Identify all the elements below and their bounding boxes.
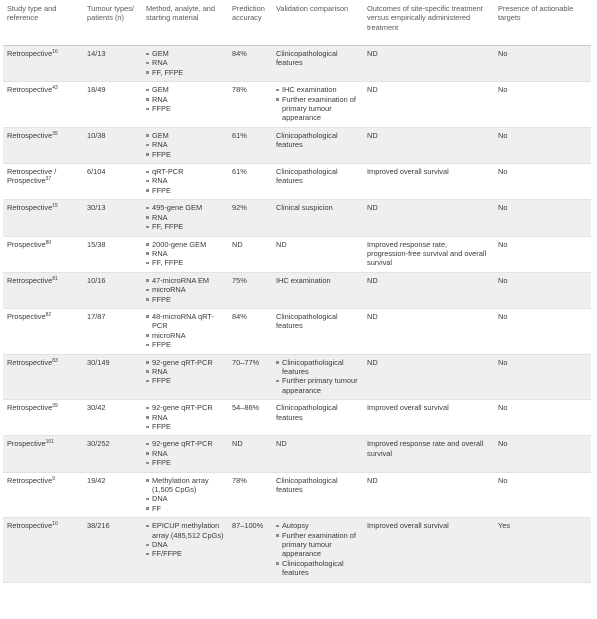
list-item: RNA (146, 413, 224, 422)
validation-text: IHC examination (276, 275, 331, 285)
actionable-targets: No (498, 203, 508, 213)
reference-number: 15 (52, 203, 58, 210)
validation-list (276, 85, 359, 123)
outcomes-cell (363, 518, 494, 582)
accuracy-cell (228, 472, 272, 518)
prediction-accuracy: 87–100% (232, 521, 264, 531)
table-row (3, 46, 591, 82)
actionable-targets: No (498, 130, 508, 140)
tumours-patients: 19/42 (87, 475, 106, 485)
study-type: Prospective (7, 239, 46, 249)
list-item: RNA (146, 58, 224, 67)
outcomes: Improved response rate, progression-free survival and overall survival (367, 239, 487, 268)
actionable-targets: No (498, 239, 508, 249)
method-cell (142, 436, 228, 472)
method-list (146, 167, 224, 195)
reference-number: 35 (52, 130, 58, 137)
method-cell (142, 400, 228, 436)
validation-cell (272, 164, 363, 200)
outcomes-cell (363, 164, 494, 200)
study-type-cell (3, 82, 83, 128)
validation-cell (272, 472, 363, 518)
outcomes: Improved overall survival (367, 403, 449, 413)
header-targets: Presence of actionable targets (494, 2, 591, 46)
list-item: Methylation array (1,505 CpGs) (146, 476, 224, 495)
list-item: 495-gene GEM (146, 203, 224, 212)
outcomes-cell (363, 436, 494, 472)
outcomes: ND (367, 203, 378, 213)
table-row (3, 400, 591, 436)
table-row (3, 200, 591, 236)
list-item: FF, FFPE (146, 222, 224, 231)
list-item: GEM (146, 49, 224, 58)
accuracy-cell (228, 354, 272, 400)
list-item: EPICUP methylation array (485,512 CpGs) (146, 521, 224, 540)
study-type: Retrospective (7, 403, 53, 413)
list-item: RNA (146, 449, 224, 458)
reference-number: 10 (52, 521, 58, 528)
list-item: FFPE (146, 186, 224, 195)
actionable-targets: No (498, 275, 508, 285)
validation-cell (272, 400, 363, 436)
table-row (3, 518, 591, 582)
validation-cell (272, 354, 363, 400)
tumours-patients: 38/216 (87, 521, 110, 531)
table-row (3, 472, 591, 518)
list-item: 92-gene qRT-PCR (146, 403, 224, 412)
list-item: FF (146, 504, 224, 513)
list-item: 48-microRNA qRT-PCR (146, 312, 224, 331)
table-row (3, 436, 591, 472)
validation-text: Clinical suspicion (276, 203, 333, 213)
study-type-cell (3, 164, 83, 200)
reference-number: 9 (52, 475, 55, 482)
method-list (146, 276, 224, 304)
method-cell (142, 272, 228, 308)
tumours-patients-cell (83, 164, 142, 200)
list-item: RNA (146, 249, 224, 258)
actionable-targets: No (498, 167, 508, 177)
table-row (3, 236, 591, 272)
tumours-patients: 10/38 (87, 130, 106, 140)
targets-cell (494, 164, 591, 200)
outcomes-cell (363, 400, 494, 436)
reference-number: 83 (52, 357, 58, 364)
study-type: Prospective (7, 439, 46, 449)
tumours-patients-cell (83, 236, 142, 272)
method-cell (142, 127, 228, 163)
validation-text: Clinicopathological features (276, 403, 338, 422)
method-cell (142, 472, 228, 518)
list-item: FFPE (146, 458, 224, 467)
outcomes: ND (367, 311, 378, 321)
targets-cell (494, 46, 591, 82)
reference-number: 101 (45, 439, 54, 446)
study-type: Retrospective (7, 357, 53, 367)
prediction-accuracy: 78% (232, 85, 247, 95)
header-row (3, 2, 591, 46)
header-outcomes: Outcomes of site-specific treatment versus empirically administered treatment (363, 2, 494, 46)
tumours-patients: 14/13 (87, 49, 106, 58)
list-item: FF/FFPE (146, 549, 224, 558)
tumours-patients-cell (83, 518, 142, 582)
outcomes-cell (363, 308, 494, 354)
header-accuracy: Prediction accuracy (228, 2, 272, 46)
method-cell (142, 164, 228, 200)
validation-text: Clinicopathological features (276, 311, 338, 331)
method-cell (142, 46, 228, 82)
study-type: Retrospective (7, 521, 53, 531)
reference-number: 39 (52, 403, 58, 410)
study-type: Retrospective (7, 85, 53, 95)
list-item: Further examination of primary tumour appearance (276, 531, 359, 559)
method-cell (142, 354, 228, 400)
prediction-accuracy: 84% (232, 49, 247, 58)
method-list (146, 312, 224, 350)
tumours-patients: 15/38 (87, 239, 106, 249)
list-item: 2000-gene GEM (146, 240, 224, 249)
list-item: IHC examination (276, 85, 359, 94)
study-type-cell (3, 272, 83, 308)
study-type: Retrospective / Prospective (7, 167, 57, 186)
prediction-accuracy: ND (232, 439, 243, 449)
targets-cell (494, 518, 591, 582)
list-item: Further examination of primary tumour appearance (276, 95, 359, 123)
outcomes: ND (367, 275, 378, 285)
outcomes: ND (367, 130, 378, 140)
list-item: RNA (146, 213, 224, 222)
reference-number: 81 (52, 275, 58, 282)
table-row (3, 82, 591, 128)
study-type-cell (3, 518, 83, 582)
validation-cell (272, 518, 363, 582)
list-item: RNA (146, 95, 224, 104)
accuracy-cell (228, 127, 272, 163)
actionable-targets: No (498, 49, 508, 58)
actionable-targets: No (498, 475, 508, 485)
study-type: Retrospective (7, 203, 53, 213)
table-row (3, 308, 591, 354)
actionable-targets: Yes (498, 521, 511, 531)
validation-cell (272, 200, 363, 236)
validation-cell (272, 82, 363, 128)
study-type-cell (3, 200, 83, 236)
method-list (146, 131, 224, 159)
validation-cell (272, 236, 363, 272)
list-item: FF, FFPE (146, 68, 224, 77)
method-list (146, 521, 224, 559)
reference-number: 37 (45, 176, 52, 183)
table-row (3, 127, 591, 163)
list-item: FFPE (146, 376, 224, 385)
tumours-patients: 17/87 (87, 311, 106, 321)
tumours-patients: 30/149 (87, 357, 110, 367)
prediction-accuracy: 54–86% (232, 403, 260, 413)
study-type-cell (3, 354, 83, 400)
outcomes: ND (367, 85, 378, 95)
actionable-targets: No (498, 403, 508, 413)
reference-number: 82 (45, 311, 52, 318)
header-study: Study type and reference (3, 2, 83, 46)
list-item: microRNA (146, 331, 224, 340)
list-item: Further primary tumour appearance (276, 376, 359, 395)
study-type: Retrospective (7, 130, 53, 140)
targets-cell (494, 354, 591, 400)
outcomes: Improved overall survival (367, 167, 449, 177)
list-item: RNA (146, 176, 224, 185)
validation-text: Clinicopathological features (276, 167, 338, 186)
study-type-cell (3, 236, 83, 272)
list-item: FFPE (146, 340, 224, 349)
list-item: RNA (146, 140, 224, 149)
reference-number: 16 (52, 49, 58, 55)
list-item: 92-gene qRT-PCR (146, 439, 224, 448)
method-list (146, 49, 224, 77)
method-cell (142, 236, 228, 272)
table-row (3, 164, 591, 200)
actionable-targets: No (498, 357, 508, 367)
prediction-accuracy: 70–77% (232, 357, 260, 367)
studies-table (3, 2, 591, 583)
outcomes-cell (363, 354, 494, 400)
accuracy-cell (228, 272, 272, 308)
method-list (146, 358, 224, 386)
method-list (146, 403, 224, 431)
list-item: FFPE (146, 422, 224, 431)
method-list (146, 240, 224, 268)
outcomes-cell (363, 200, 494, 236)
list-item: 92-gene qRT-PCR (146, 358, 224, 367)
accuracy-cell (228, 400, 272, 436)
list-item: FFPE (146, 150, 224, 159)
tumours-patients: 30/42 (87, 403, 106, 413)
validation-text: Clinicopathological features (276, 49, 338, 68)
accuracy-cell (228, 200, 272, 236)
targets-cell (494, 236, 591, 272)
list-item: RNA (146, 367, 224, 376)
study-type-cell (3, 400, 83, 436)
header-validation: Validation comparison (272, 2, 363, 46)
tumours-patients-cell (83, 436, 142, 472)
tumours-patients-cell (83, 272, 142, 308)
targets-cell (494, 436, 591, 472)
method-list (146, 439, 224, 467)
outcomes: ND (367, 49, 378, 58)
method-cell (142, 82, 228, 128)
study-type: Prospective (7, 311, 46, 321)
reference-number: 80 (45, 239, 52, 246)
tumours-patients-cell (83, 127, 142, 163)
table-row (3, 272, 591, 308)
outcomes: Improved response rate and overall survival (367, 439, 484, 458)
validation-text: ND (276, 439, 287, 449)
list-item: FF, FFPE (146, 258, 224, 267)
tumours-patients: 18/49 (87, 85, 106, 95)
validation-cell (272, 436, 363, 472)
study-type-cell (3, 436, 83, 472)
outcomes-cell (363, 272, 494, 308)
tumours-patients-cell (83, 400, 142, 436)
prediction-accuracy: 78% (232, 475, 247, 485)
list-item: FFPE (146, 104, 224, 113)
method-cell (142, 308, 228, 354)
list-item: FFPE (146, 295, 224, 304)
method-list (146, 476, 224, 514)
study-type: Retrospective (7, 275, 53, 285)
outcomes: Improved overall survival (367, 521, 449, 531)
accuracy-cell (228, 46, 272, 82)
targets-cell (494, 400, 591, 436)
list-item: microRNA (146, 285, 224, 294)
study-type-cell (3, 46, 83, 82)
list-item: DNA (146, 494, 224, 503)
targets-cell (494, 308, 591, 354)
table-row (3, 354, 591, 400)
prediction-accuracy: 75% (232, 275, 247, 285)
list-item: 47-microRNA EM (146, 276, 224, 285)
tumours-patients-cell (83, 200, 142, 236)
study-type: Retrospective (7, 49, 53, 58)
validation-text: Clinicopathological features (276, 130, 338, 150)
actionable-targets: No (498, 311, 508, 321)
header-tumours: Tumour types/ patients (n) (83, 2, 142, 46)
method-list (146, 85, 224, 113)
list-item: Clinicopathological features (276, 559, 359, 578)
study-type-cell (3, 127, 83, 163)
prediction-accuracy: ND (232, 239, 243, 249)
list-item: Autopsy (276, 521, 359, 530)
outcomes-cell (363, 127, 494, 163)
method-cell (142, 518, 228, 582)
accuracy-cell (228, 236, 272, 272)
tumours-patients: 30/252 (87, 439, 110, 449)
outcomes-cell (363, 82, 494, 128)
outcomes-cell (363, 236, 494, 272)
outcomes-cell (363, 472, 494, 518)
reference-number: 43 (52, 85, 58, 92)
list-item: qRT-PCR (146, 167, 224, 176)
validation-cell (272, 127, 363, 163)
actionable-targets: No (498, 85, 508, 95)
prediction-accuracy: 84% (232, 311, 247, 321)
validation-list (276, 521, 359, 577)
targets-cell (494, 272, 591, 308)
accuracy-cell (228, 308, 272, 354)
tumours-patients: 30/13 (87, 203, 106, 213)
accuracy-cell (228, 164, 272, 200)
list-item: DNA (146, 540, 224, 549)
tumours-patients-cell (83, 354, 142, 400)
list-item: Clinicopathological features (276, 358, 359, 377)
accuracy-cell (228, 82, 272, 128)
tumours-patients: 10/16 (87, 275, 106, 285)
list-item: GEM (146, 131, 224, 140)
tumours-patients-cell (83, 46, 142, 82)
tumours-patients-cell (83, 308, 142, 354)
tumours-patients-cell (83, 82, 142, 128)
targets-cell (494, 127, 591, 163)
validation-text: ND (276, 239, 287, 249)
tumours-patients-cell (83, 472, 142, 518)
accuracy-cell (228, 518, 272, 582)
study-type-cell (3, 308, 83, 354)
targets-cell (494, 472, 591, 518)
tumours-patients: 6/104 (87, 167, 106, 177)
prediction-accuracy: 61% (232, 130, 247, 140)
study-type: Retrospective (7, 475, 53, 485)
targets-cell (494, 200, 591, 236)
outcomes: ND (367, 475, 378, 485)
validation-text: Clinicopathological features (276, 475, 338, 495)
method-list (146, 203, 224, 231)
validation-cell (272, 272, 363, 308)
actionable-targets: No (498, 439, 508, 449)
header-method: Method, analyte, and starting material (142, 2, 228, 46)
study-type-cell (3, 472, 83, 518)
list-item: GEM (146, 85, 224, 94)
validation-cell (272, 308, 363, 354)
outcomes: ND (367, 357, 378, 367)
accuracy-cell (228, 436, 272, 472)
validation-cell (272, 46, 363, 82)
prediction-accuracy: 92% (232, 203, 247, 213)
outcomes-cell (363, 46, 494, 82)
targets-cell (494, 82, 591, 128)
method-cell (142, 200, 228, 236)
prediction-accuracy: 61% (232, 167, 247, 177)
validation-list (276, 358, 359, 396)
